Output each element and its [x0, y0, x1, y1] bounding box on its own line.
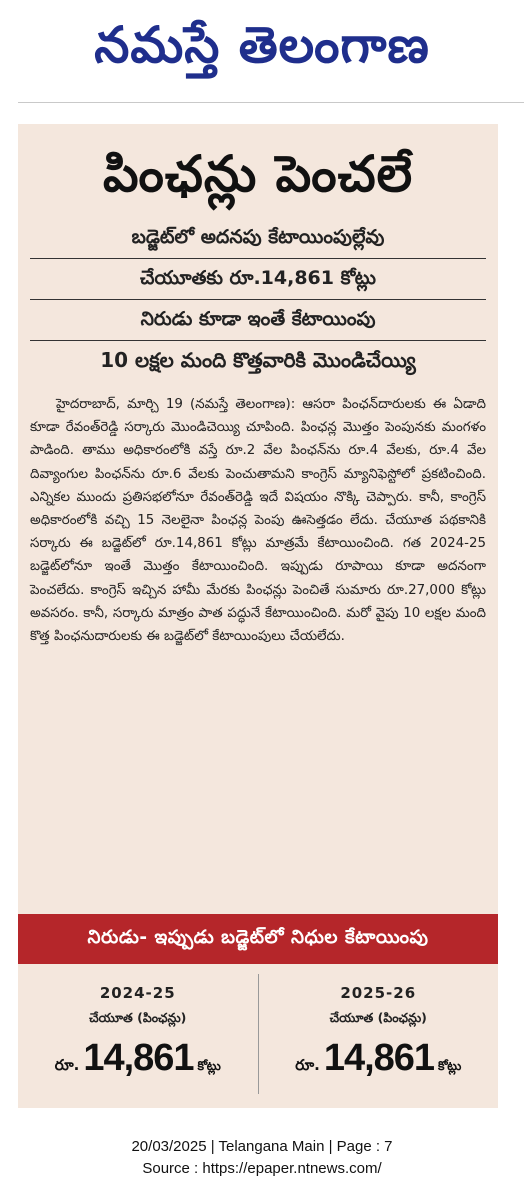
stat-amount: [18, 1037, 258, 1080]
deck-line-1: బడ్జెట్‌లో అదనపు కేటాయింపుల్లేవు: [131, 226, 385, 248]
allocation-2024-25: [18, 974, 258, 1094]
stat-amount: [259, 1037, 499, 1080]
stat-year: 2024-25: [99, 984, 176, 1002]
masthead: [0, 0, 524, 104]
deck-line-2: చేయూతకు రూ.14,861 కోట్లు: [30, 258, 486, 299]
allocation-2025-26: [258, 974, 499, 1094]
article-headline: పింఛన్లు పెంచలే: [102, 145, 414, 203]
stat-value: 14,861: [323, 1037, 435, 1079]
newspaper-logo: నమస్తే తెలంగాణ: [94, 15, 430, 74]
allocation-comparison: [18, 974, 498, 1094]
stat-value: 14,861: [83, 1037, 194, 1079]
stat-prefix: రూ.: [295, 1056, 320, 1074]
stat-unit: కోట్లు: [197, 1058, 221, 1073]
deck-line-4: 10 లక్షల మంది కొత్తవారికి మొండిచేయ్యి: [30, 340, 486, 381]
stat-label: చేయూత (పింఛన్లు): [329, 1010, 427, 1025]
allocation-banner: నిరుడు- ఇప్పుడు బడ్జెట్‌లో నిధుల కేటాయింపు: [18, 914, 498, 964]
deck-line-3: నిరుడు కూడా ఇంతే కేటాయింపు: [30, 299, 486, 340]
page-footer: [0, 1136, 524, 1180]
stat-label: చేయూత (పింఛన్లు): [89, 1010, 187, 1025]
article-paragraph: హైదరాబాద్‌, మార్చి 19 (నమస్తే తెలంగాణ): ఆసరా పింఛన్‌దారులకు ఈ ఏడాది కూడా రేవంత్‌రెడ్డి సర్కారు మొండిచెయ్యి చూపింది. పింఛన్ల మొత్తం పెంపునకు మంగళం పాడింది. తాము అధికారంలోకి వస్తే రూ.2 వేల పింఛన్‌ను రూ.4 వేలకు, రూ.4 వేల దివ్యాంగుల పింఛన్‌ను రూ.6 వేలకు పెంచుతామని కాంగ్రెస్‌ మ్యానిఫెస్టోలో ప్రకటించింది. ఎన్నికల ముందు ప్రతిసభలోనూ రేవంత్‌రెడ్డి ఇదే విషయం నొక్కి చెప్పారు. కానీ, కాంగ్రెస్‌ అధికారంలోకి వచ్చి 15 నెలలైనా పింఛన్ల పెంపు ఊసెత్తడం లేదు. చేయూత పథకానికి సర్కారు ఈ బడ్జెట్‌లో రూ.14,861 కోట్లు మాత్రమే కేటాయించింది. గత 2024-25 బడ్జెట్‌లోనూ ఇంతే మొత్తం కేటాయించింది. ఇప్పుడు రూపాయి కూడా అదనంగా పెంచలేదు. కాంగ్రెస్‌ ఇచ్చిన హామీ మేరకు పింఛన్లు పెంచితే సుమారు రూ.27,000 కోట్లు అవసరం. కానీ, సర్కారు మాత్రం పాత పద్ధునే కేటాయించింది. మరో వైపు 10 లక్షల మంది కొత్త పింఛనుదారులకు ఈ బడ్జెట్‌లో కేటాయింపులు చేయలేదు.: [30, 397, 486, 645]
news-article: [18, 124, 498, 1108]
stat-prefix: రూ.: [54, 1056, 80, 1074]
stat-year: 2025-26: [340, 984, 417, 1002]
stat-unit: కోట్లు: [438, 1058, 462, 1073]
article-body: [30, 393, 486, 648]
masthead-divider: [18, 102, 524, 103]
footer-date-line: 20/03/2025 | Telangana Main | Page : 7: [131, 1138, 393, 1155]
footer-source-line[interactable]: Source : https://epaper.ntnews.com/: [142, 1160, 382, 1177]
